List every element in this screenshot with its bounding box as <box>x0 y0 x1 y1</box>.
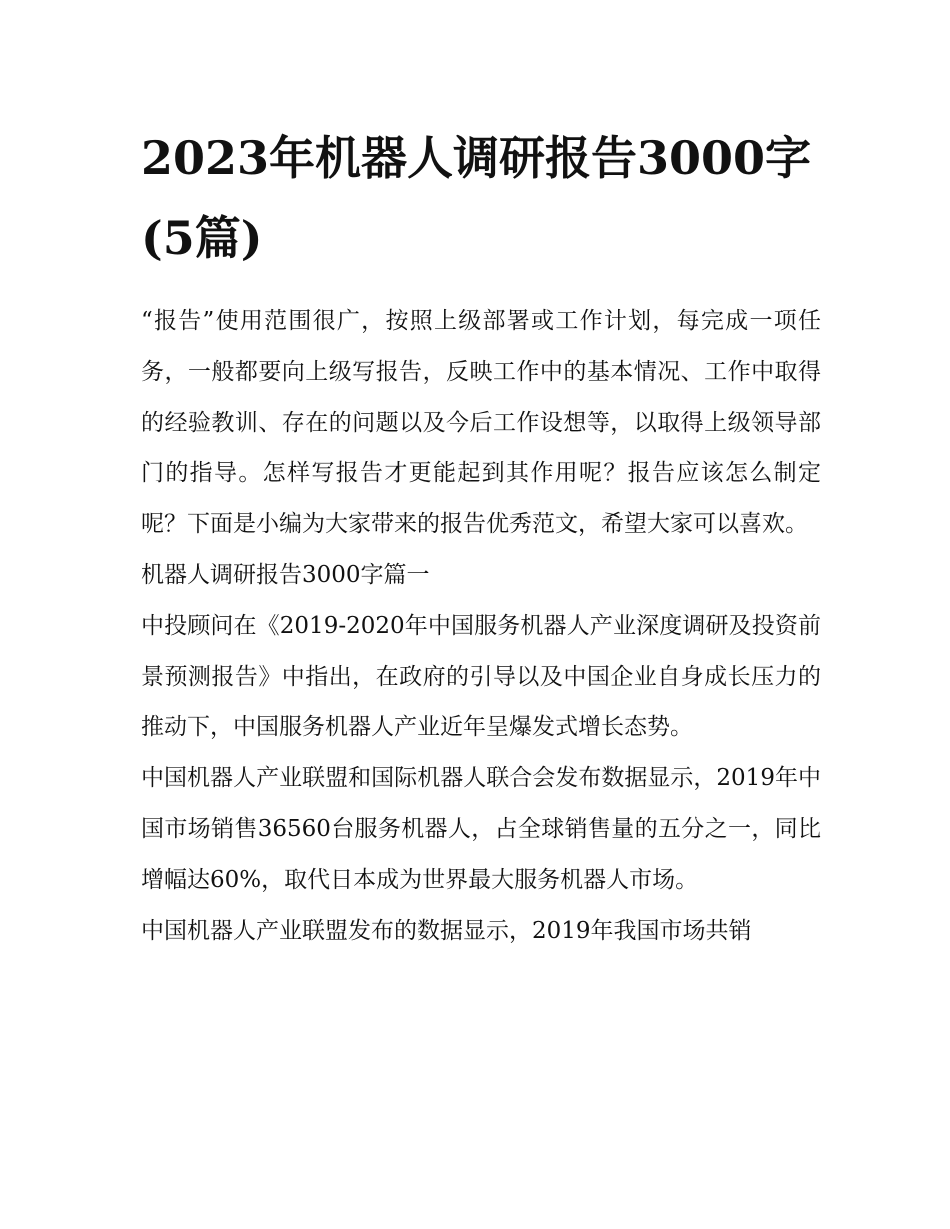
document-page <box>141 118 821 956</box>
intro-paragraph: “报告”使用范围很广，按照上级部署或工作计划，每完成一项任务，一般都要向上级写报告，反映工作中的基本情况、工作中取得的经验教训、存在的问题以及今后工作设想等，以取得上级领导部门的指导。怎样写报告才更能起到其作用呢？报告应该怎么制定呢？下面是小编为大家带来的报告优秀范文，希望大家可以喜欢。 <box>141 308 821 538</box>
body-paragraph: 中国机器人产业联盟发布的数据显示，2019年我国市场共销 <box>141 917 752 944</box>
body-paragraph: 中投顾问在《2019-2020年中国服务机器人产业深度调研及投资前景预测报告》中指出，在政府的引导以及中国企业自身成长压力的推动下，中国服务机器人产业近年呈爆发式增长态势。 <box>141 612 821 741</box>
document-title: 2023年机器人调研报告3000字(5篇) <box>141 131 812 265</box>
section-heading: 机器人调研报告3000字篇一 <box>141 561 430 588</box>
body-paragraph: 中国机器人产业联盟和国际机器人联合会发布数据显示，2019年中国市场销售36560台服务机器人，占全球销售量的五分之一，同比增幅达60%，取代日本成为世界最大服务机器人市场。 <box>141 765 821 893</box>
